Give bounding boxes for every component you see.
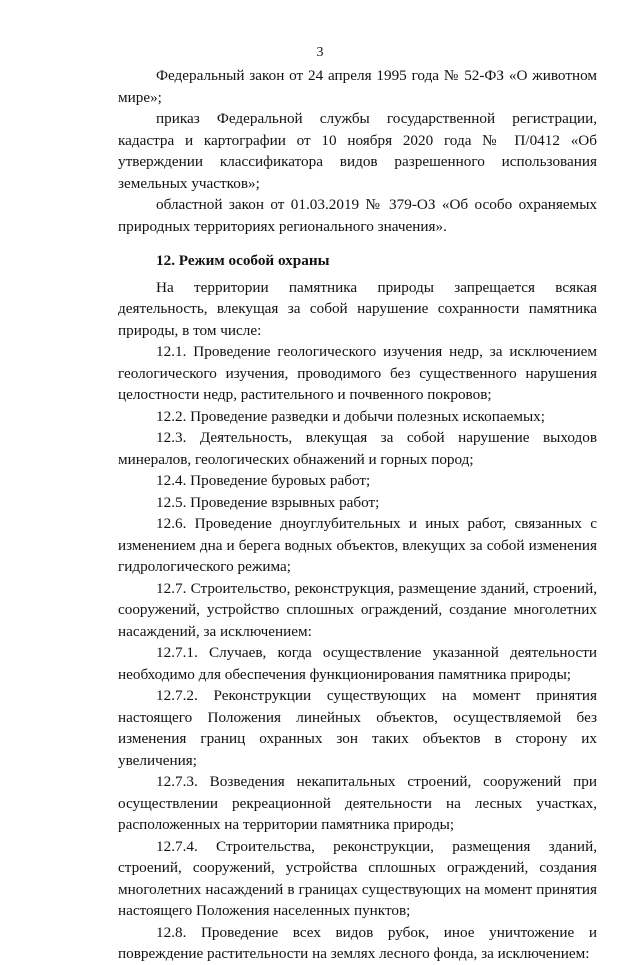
law-reference-paragraph: областной закон от 01.03.2019 № 379-ОЗ «Об особо охраняемых природных территориях регионального значения». xyxy=(118,196,597,235)
body-paragraph: 12.7.1. Случаев, когда осуществление указанной деятельности необходимо для обеспечения функционирования памятника природы; xyxy=(118,644,597,683)
body-paragraph: 12.2. Проведение разведки и добычи полезных ископаемых; xyxy=(156,407,545,425)
body-paragraph: 12.5. Проведение взрывных работ; xyxy=(156,493,380,511)
body-paragraph: 12.7.2. Реконструкции существующих на момент принятия настоящего Положения линейных объектов, осуществляемой без изменения границ охранных зон таких объектов в сторону их увеличения; xyxy=(118,687,597,769)
document-body xyxy=(118,65,597,965)
body-paragraph: 12.3. Деятельность, влекущая за собой нарушение выходов минералов, геологических обнажений и горных пород; xyxy=(118,429,597,468)
law-reference-paragraph: Федеральный закон от 24 апреля 1995 года № 52-ФЗ «О животном мире»; xyxy=(118,67,597,106)
section-heading: 12. Режим особой охраны xyxy=(156,252,330,269)
body-paragraph: 12.7. Строительство, реконструкция, размещение зданий, строений, сооружений, устройство сплошных ограждений, создание многолетних насаждений, за исключением: xyxy=(118,579,597,640)
page-number: 3 xyxy=(316,45,324,60)
body-paragraph: 12.4. Проведение буровых работ; xyxy=(156,472,371,489)
body-paragraph: 12.1. Проведение геологического изучения недр, за исключением геологического изучения, проводимого без существенного нарушения целостности недр, растительного и почвенного покровов; xyxy=(118,343,597,403)
body-paragraph: 12.6. Проведение дноуглубительных и иных работ, связанных с изменением дна и берега водных объектов, влекущих за собой изменения гидрологического режима; xyxy=(118,515,597,575)
body-paragraph: На территории памятника природы запрещается всякая деятельность, влекущая за собой нарушение сохранности памятника природы, в том числе: xyxy=(118,278,597,339)
body-paragraph: 12.7.3. Возведения некапитальных строений, сооружений при осуществлении рекреационной деятельности на лесных участках, расположенных на территории памятника природы; xyxy=(118,773,597,833)
law-reference-paragraph: приказ Федеральной службы государственной регистрации, кадастра и картографии от 10 ноября 2020 года № П/0412 «Об утверждении классификатора видов разрешенного использования земельных участков»; xyxy=(118,110,597,192)
body-paragraph: 12.8. Проведение всех видов рубок, иное уничтожение и повреждение растительности на землях лесного фонда, за исключением: xyxy=(118,923,597,962)
body-paragraph: 12.7.4. Строительства, реконструкции, размещения зданий, строений, сооружений, устройства сплошных ограждений, создания многолетних насаждений в границах существующих на момент принятия настоящего Положения населенных пунктов; xyxy=(118,837,597,919)
